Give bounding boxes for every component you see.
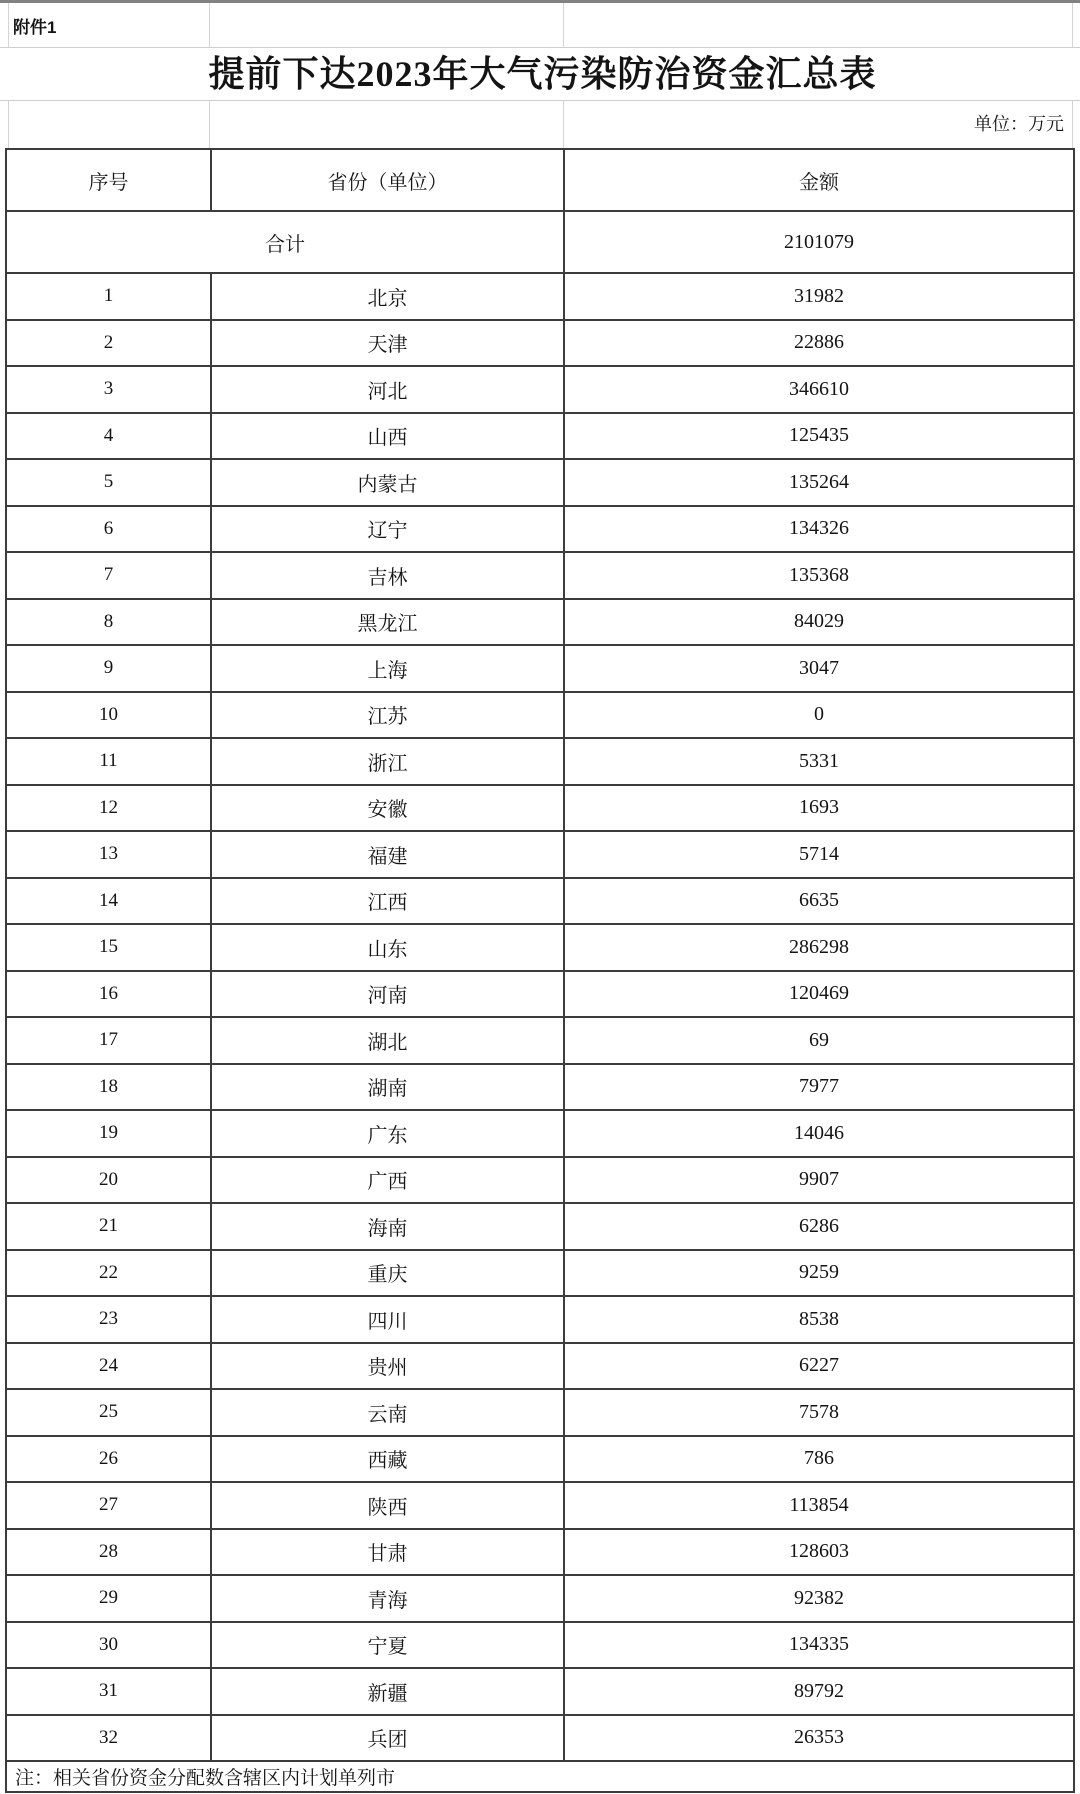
row-province: 河南 [211, 971, 564, 1018]
page-title: 提前下达2023年大气污染防治资金汇总表 [208, 54, 877, 94]
row-amount: 786 [564, 1436, 1074, 1483]
row-index: 19 [6, 1110, 211, 1157]
row-index: 32 [6, 1715, 211, 1762]
header-province: 省份（单位） [211, 149, 564, 211]
title-row [0, 48, 1080, 101]
row-amount: 7977 [564, 1064, 1074, 1111]
row-index: 22 [6, 1250, 211, 1297]
table-row [6, 645, 1074, 692]
row-index: 21 [6, 1203, 211, 1250]
row-amount: 69 [564, 1017, 1074, 1064]
row-province: 河北 [211, 366, 564, 413]
row-index: 27 [6, 1482, 211, 1529]
table-row [6, 320, 1074, 367]
row-index: 13 [6, 831, 211, 878]
table-row [6, 831, 1074, 878]
light-divider [1072, 101, 1073, 148]
row-index: 10 [6, 692, 211, 739]
row-amount: 5331 [564, 738, 1074, 785]
table-row [6, 1529, 1074, 1576]
row-amount: 3047 [564, 645, 1074, 692]
attachment-row [0, 3, 1080, 48]
table-row [6, 1482, 1074, 1529]
row-amount: 6286 [564, 1203, 1074, 1250]
row-province: 陕西 [211, 1482, 564, 1529]
row-amount: 346610 [564, 366, 1074, 413]
row-amount: 22886 [564, 320, 1074, 367]
unit-label: 单位：万元 [974, 114, 1064, 134]
table-row [6, 692, 1074, 739]
row-amount: 7578 [564, 1389, 1074, 1436]
row-index: 11 [6, 738, 211, 785]
row-province: 宁夏 [211, 1622, 564, 1669]
row-amount: 135368 [564, 552, 1074, 599]
row-index: 15 [6, 924, 211, 971]
row-index: 17 [6, 1017, 211, 1064]
row-index: 31 [6, 1668, 211, 1715]
row-index: 26 [6, 1436, 211, 1483]
row-province: 黑龙江 [211, 599, 564, 646]
row-amount: 134335 [564, 1622, 1074, 1669]
table-row [6, 785, 1074, 832]
row-province: 青海 [211, 1575, 564, 1622]
row-province: 贵州 [211, 1343, 564, 1390]
row-amount: 113854 [564, 1482, 1074, 1529]
attachment-label: 附件1 [13, 17, 57, 37]
row-index: 8 [6, 599, 211, 646]
row-amount: 128603 [564, 1529, 1074, 1576]
row-province: 重庆 [211, 1250, 564, 1297]
row-amount: 134326 [564, 506, 1074, 553]
row-index: 16 [6, 971, 211, 1018]
row-amount: 6227 [564, 1343, 1074, 1390]
row-index: 28 [6, 1529, 211, 1576]
table-body [6, 273, 1074, 1761]
row-province: 广东 [211, 1110, 564, 1157]
light-divider [8, 101, 9, 148]
table-row [6, 1203, 1074, 1250]
table-row [6, 1296, 1074, 1343]
row-amount: 14046 [564, 1110, 1074, 1157]
table-row [6, 738, 1074, 785]
row-amount: 89792 [564, 1668, 1074, 1715]
table-row [6, 273, 1074, 320]
light-divider [563, 101, 564, 148]
row-province: 兵团 [211, 1715, 564, 1762]
row-province: 西藏 [211, 1436, 564, 1483]
row-province: 云南 [211, 1389, 564, 1436]
table-row [6, 459, 1074, 506]
light-divider [209, 101, 210, 148]
table-row [6, 1017, 1074, 1064]
table-row [6, 1064, 1074, 1111]
row-index: 6 [6, 506, 211, 553]
unit-row [0, 101, 1080, 148]
table-row [6, 599, 1074, 646]
table-row [6, 1436, 1074, 1483]
summary-table [5, 148, 1075, 1793]
row-index: 4 [6, 413, 211, 460]
row-amount: 8538 [564, 1296, 1074, 1343]
table-row [6, 1668, 1074, 1715]
table-row [6, 366, 1074, 413]
light-divider [209, 3, 210, 47]
row-index: 30 [6, 1622, 211, 1669]
row-province: 安徽 [211, 785, 564, 832]
total-label: 合计 [6, 211, 564, 273]
light-divider [563, 3, 564, 47]
row-amount: 125435 [564, 413, 1074, 460]
row-province: 四川 [211, 1296, 564, 1343]
row-province: 山东 [211, 924, 564, 971]
row-amount: 5714 [564, 831, 1074, 878]
table-row [6, 1110, 1074, 1157]
row-amount: 6635 [564, 878, 1074, 925]
row-amount: 84029 [564, 599, 1074, 646]
row-index: 2 [6, 320, 211, 367]
row-index: 25 [6, 1389, 211, 1436]
total-row [6, 211, 1074, 273]
table-row [6, 1343, 1074, 1390]
row-province: 江苏 [211, 692, 564, 739]
row-index: 14 [6, 878, 211, 925]
row-province: 北京 [211, 273, 564, 320]
row-amount: 120469 [564, 971, 1074, 1018]
note-row [6, 1761, 1074, 1792]
row-index: 7 [6, 552, 211, 599]
row-province: 海南 [211, 1203, 564, 1250]
light-divider [8, 3, 9, 47]
table-row [6, 1715, 1074, 1762]
row-province: 吉林 [211, 552, 564, 599]
table-row [6, 413, 1074, 460]
row-province: 上海 [211, 645, 564, 692]
row-index: 23 [6, 1296, 211, 1343]
row-amount: 9259 [564, 1250, 1074, 1297]
row-index: 12 [6, 785, 211, 832]
header-row [6, 149, 1074, 211]
row-province: 甘肃 [211, 1529, 564, 1576]
row-province: 浙江 [211, 738, 564, 785]
row-province: 湖南 [211, 1064, 564, 1111]
row-index: 5 [6, 459, 211, 506]
row-index: 24 [6, 1343, 211, 1390]
table-row [6, 506, 1074, 553]
row-amount: 135264 [564, 459, 1074, 506]
row-province: 福建 [211, 831, 564, 878]
table-row [6, 552, 1074, 599]
row-index: 29 [6, 1575, 211, 1622]
row-amount: 286298 [564, 924, 1074, 971]
row-province: 天津 [211, 320, 564, 367]
row-index: 3 [6, 366, 211, 413]
header-index: 序号 [6, 149, 211, 211]
table-row [6, 1389, 1074, 1436]
row-province: 辽宁 [211, 506, 564, 553]
table-row [6, 1575, 1074, 1622]
table-row [6, 924, 1074, 971]
table-row [6, 971, 1074, 1018]
table-row [6, 1250, 1074, 1297]
light-divider [1072, 3, 1073, 47]
row-amount: 1693 [564, 785, 1074, 832]
row-index: 1 [6, 273, 211, 320]
row-amount: 92382 [564, 1575, 1074, 1622]
row-amount: 31982 [564, 273, 1074, 320]
row-province: 新疆 [211, 1668, 564, 1715]
row-index: 20 [6, 1157, 211, 1204]
row-index: 18 [6, 1064, 211, 1111]
row-province: 内蒙古 [211, 459, 564, 506]
row-amount: 26353 [564, 1715, 1074, 1762]
row-province: 湖北 [211, 1017, 564, 1064]
table-row [6, 1622, 1074, 1669]
note-text: 注：相关省份资金分配数含辖区内计划单列市 [6, 1761, 1074, 1792]
row-index: 9 [6, 645, 211, 692]
table-row [6, 1157, 1074, 1204]
row-province: 广西 [211, 1157, 564, 1204]
row-amount: 9907 [564, 1157, 1074, 1204]
header-amount: 金额 [564, 149, 1074, 211]
total-amount: 2101079 [564, 211, 1074, 273]
row-amount: 0 [564, 692, 1074, 739]
table-row [6, 878, 1074, 925]
row-province: 山西 [211, 413, 564, 460]
row-province: 江西 [211, 878, 564, 925]
